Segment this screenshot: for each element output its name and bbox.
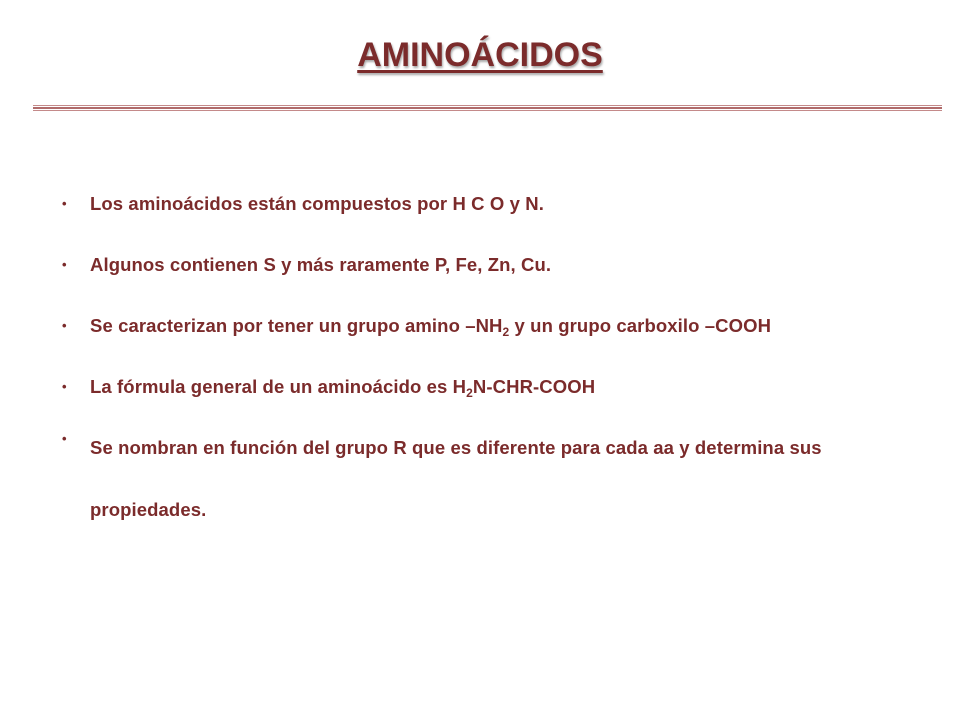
- bullet-text: Se nombran en función del grupo R que es diferente para cada aa y determina sus propiedades.: [90, 437, 822, 520]
- bullet-item-functional-groups: [60, 304, 940, 348]
- subscript: 2: [502, 325, 510, 339]
- subscript: 2: [466, 386, 473, 400]
- divider-line-top: [33, 105, 942, 106]
- bullet-text-pre: Se caracterizan por tener un grupo amino –NH: [90, 315, 503, 336]
- divider-line-middle: [33, 107, 942, 109]
- bullet-item-other-elements: [60, 243, 940, 287]
- bullet-list: [60, 182, 940, 558]
- bullet-text-pre: La fórmula general de un aminoácido es H: [90, 376, 467, 397]
- bullet-dot-icon: •: [62, 379, 67, 394]
- bullet-text-post: N-CHR-COOH: [472, 376, 596, 397]
- bullet-text-post: y un grupo carboxilo –COOH: [509, 315, 772, 336]
- bullet-dot-icon: •: [62, 431, 67, 446]
- bullet-dot-icon: •: [62, 318, 67, 333]
- bullet-item-naming: [60, 417, 940, 541]
- bullet-item-composition: [60, 182, 940, 226]
- divider-line-bottom: [33, 110, 942, 111]
- bullet-dot-icon: •: [62, 257, 67, 272]
- slide-title: AMINOÁCIDOS: [357, 36, 603, 74]
- bullet-dot-icon: •: [62, 196, 67, 211]
- bullet-item-general-formula: [60, 365, 940, 409]
- title-divider: [33, 105, 942, 111]
- bullet-text: Algunos contienen S y más raramente P, Fe, Zn, Cu.: [90, 254, 552, 275]
- bullet-text: Los aminoácidos están compuestos por H C O y N.: [90, 193, 544, 214]
